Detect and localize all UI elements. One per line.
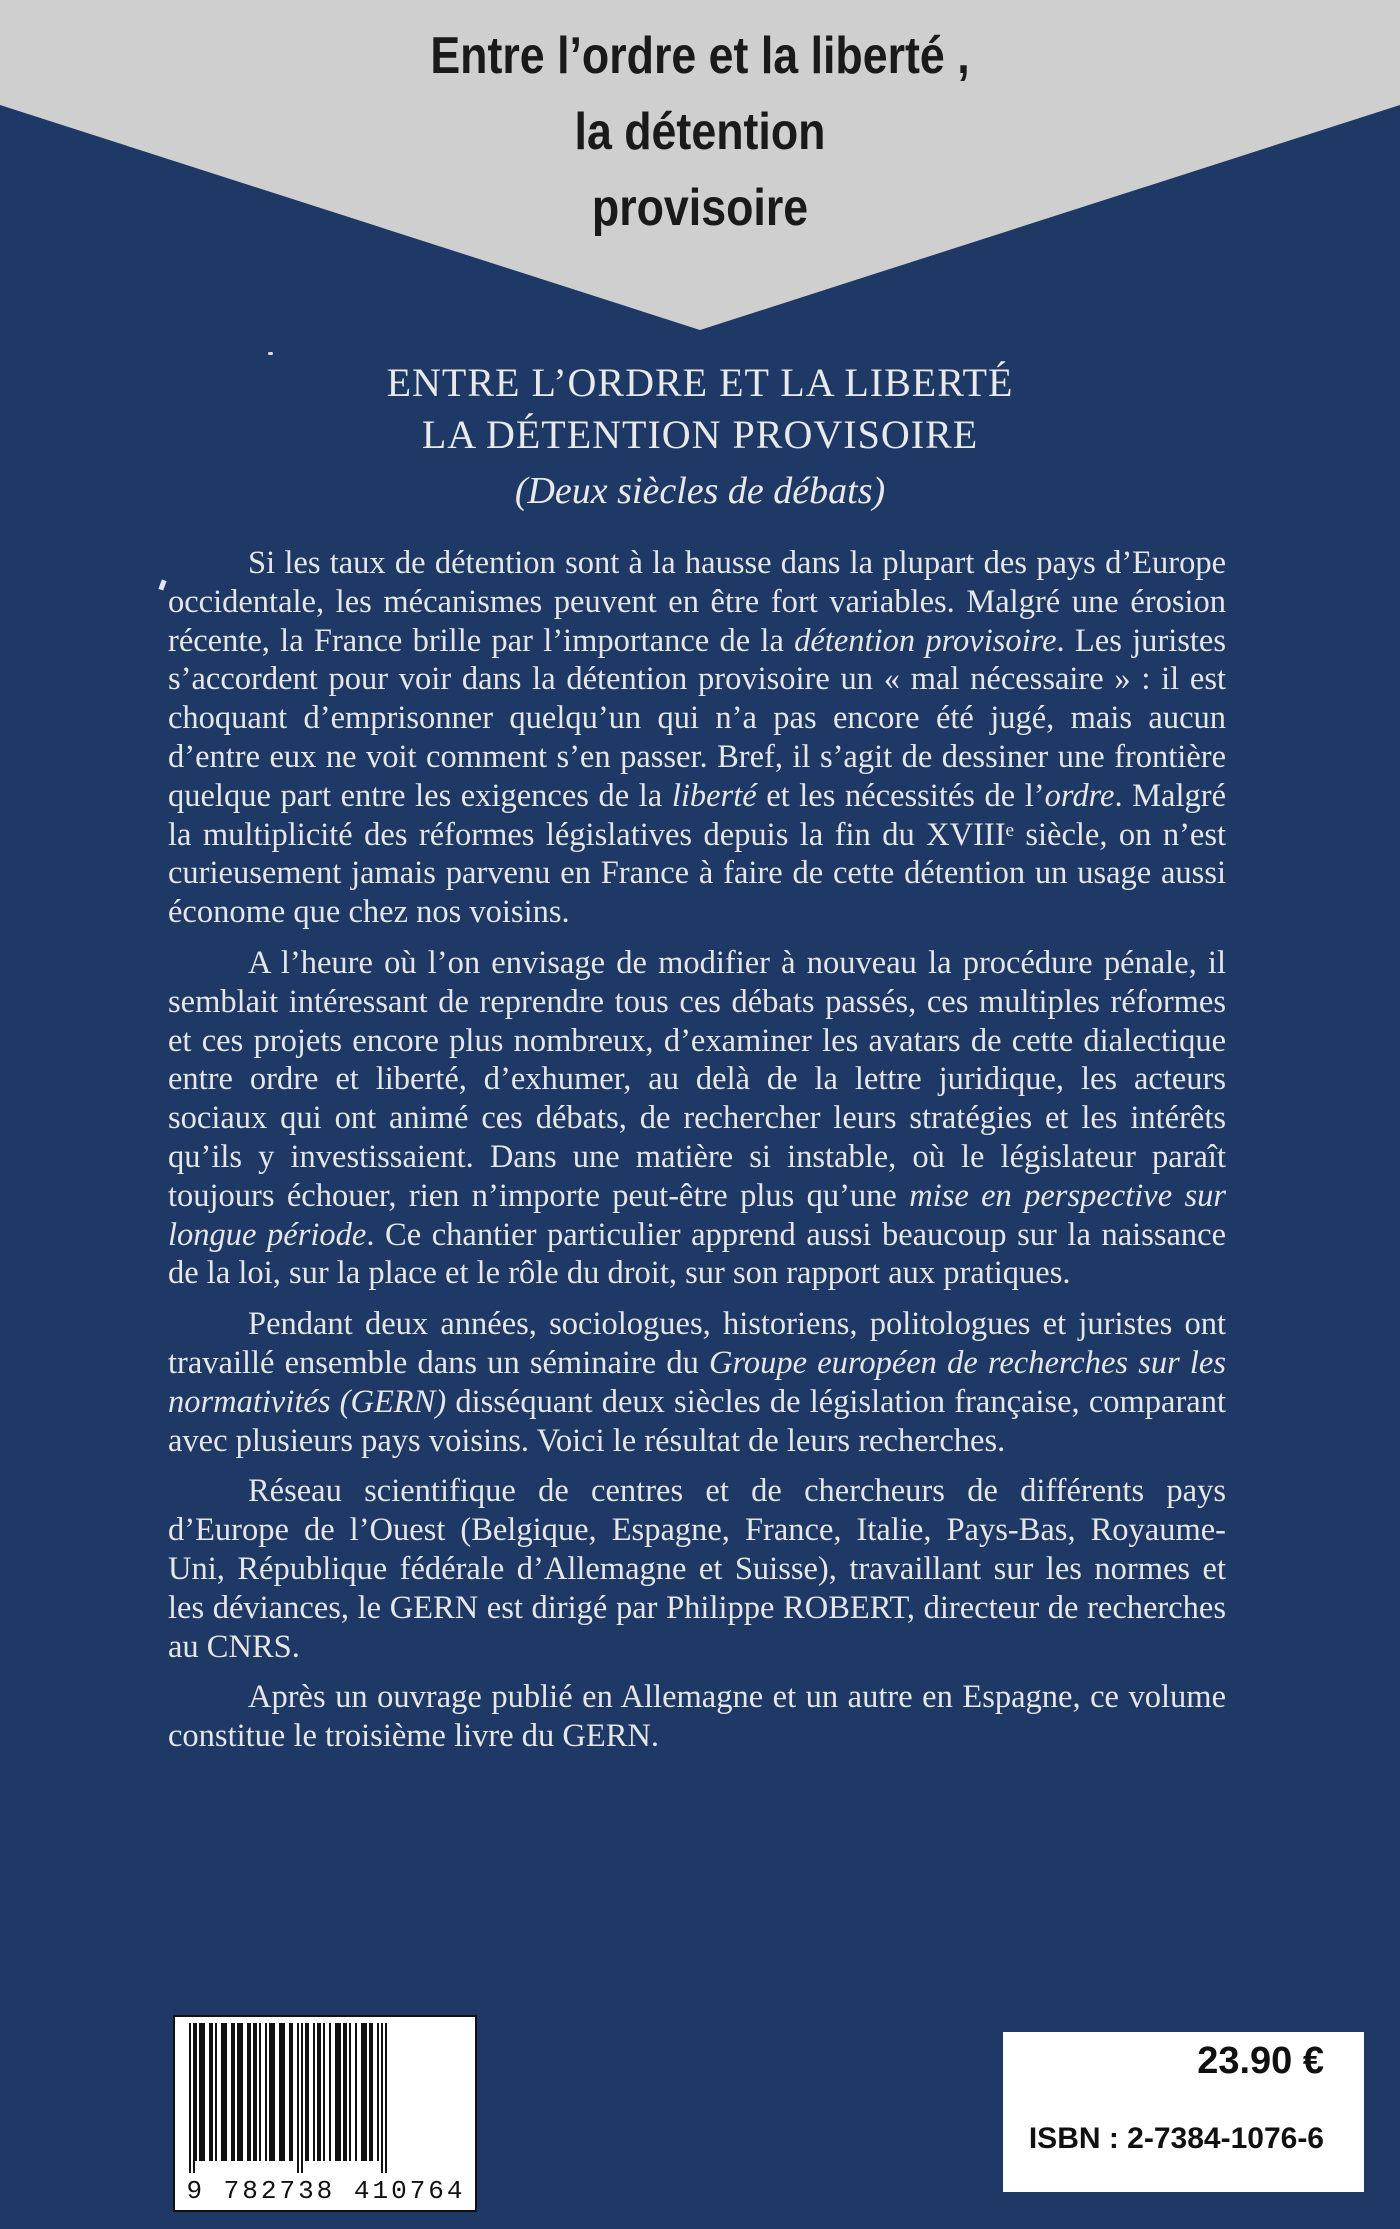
barcode-bar (335, 2023, 341, 2161)
blurb-paragraph (168, 944, 1226, 1293)
barcode-bar (329, 2023, 331, 2161)
text-run: disséquant deux siècles de législation française, comparant avec plusieurs pays voisins. Voici le résultat de leurs recherches. (168, 1383, 1226, 1459)
italic-run: mise en perspective sur longue période (168, 1177, 1227, 1253)
italic-run: détention provisoire (794, 622, 1057, 659)
italic-run: Groupe européen de recherches sur les normativités (GERN) (168, 1344, 1226, 1420)
barcode-bar (301, 2023, 303, 2173)
cover-title-line: la détention (574, 103, 826, 161)
headline (0, 357, 1400, 519)
blurb-paragraph (168, 1678, 1226, 1756)
barcode-bar (189, 2023, 191, 2173)
barcode-bar (215, 2023, 217, 2161)
cover-title-line: Entre l’ordre et la liberté , (430, 27, 970, 85)
price-panel (1003, 2032, 1364, 2192)
italic-run: ordre (1044, 777, 1115, 814)
cover-title (98, 18, 1302, 246)
barcode-bar (381, 2023, 383, 2173)
print-mark (158, 579, 166, 590)
barcode-bar (221, 2023, 227, 2161)
barcode-bar (231, 2023, 235, 2161)
text-run: Si les taux de détention sont à la hausse dans la plupart des pays d’Europe occidentale, les mécanismes peuvent en être fort variables. Malgré une érosion récente, la France brille par l’importance de la (168, 545, 1226, 659)
text-run: . Malgré la multiplicité des réformes législatives depuis la fin du XVIIIᵉ siècle, on n’est curieusement jamais parvenu en France à faire de cette détention un usage aussi économe que chez nos voisins. (168, 777, 1226, 931)
barcode-bar (279, 2023, 285, 2161)
isbn: ISBN : 2-7384-1076-6 (1028, 2122, 1324, 2155)
barcode-bar (253, 2023, 257, 2161)
headline-line-1: ENTRE L’ORDRE ET LA LIBERTÉ (386, 360, 1014, 405)
barcode-bar (237, 2023, 243, 2161)
text-run: Pendant deux années, sociologues, historiens, politologues et juristes ont travaillé ensemble dans un séminaire du (168, 1306, 1226, 1381)
barcode-bar (199, 2023, 205, 2161)
barcode-bar (297, 2023, 299, 2173)
barcode-bar (193, 2023, 195, 2173)
blurb-paragraph (168, 1305, 1226, 1460)
blurb (168, 544, 1226, 1768)
barcode (173, 2015, 477, 2212)
barcode-bar (195, 2023, 197, 2161)
barcode-bar (369, 2023, 373, 2161)
barcode-bars (183, 2023, 469, 2173)
price: 23.90 € (1197, 2040, 1324, 2082)
barcode-bar (209, 2023, 213, 2161)
print-speck (268, 352, 273, 355)
barcode-bar (349, 2023, 351, 2161)
barcode-bar (305, 2023, 309, 2161)
cover-title-line: provisoire (591, 179, 809, 237)
headline-subtitle: (Deux siècles de débats) (514, 470, 886, 512)
italic-run: liberté (671, 777, 757, 814)
blurb-paragraph (168, 1472, 1226, 1666)
barcode-digits: 9 782738 410764 (186, 2176, 466, 2206)
barcode-bar (317, 2023, 321, 2161)
text-run: A l’heure où l’on envisage de modifier à nouveau la procédure pénale, il semblait intéressant de reprendre tous ces débats passés, ces multiples réformes et ces projets encore plus nombreux, d’examiner les avatars de cette dialectique entre ordre et liberté, d’exhumer, au delà de la lettre juridique, les acteurs sociaux qui ont animé ces débats, de rechercher leurs stratégies et les intérêts qu’ils y investissaient. Dans une matière si instable, où le législateur paraît toujours échouer, rien n’importe peut-être plus qu’une (168, 944, 1226, 1214)
barcode-bar (343, 2023, 347, 2161)
barcode-bar (289, 2023, 293, 2161)
text-run: . Ce chantier particulier apprend aussi beaucoup sur la naissance de la loi, sur la place et le rôle du droit, sur son rapport aux pratiques. (168, 1216, 1226, 1292)
blurb-paragraph (168, 544, 1226, 932)
barcode-bar (313, 2023, 315, 2161)
text-run: . Les juristes s’accordent pour voir dans la détention provisoire un « mal nécessaire » : il est choquant d’emprisonner quelqu’un qui n’a pas encore été jugé, mais aucun d’entre eux ne voit comment s’en passer. Bref, il s’agit de dessiner une frontière quelque part entre les exigences de la (168, 622, 1226, 814)
barcode-bar (265, 2023, 267, 2161)
headline-line-2: LA DÉTENTION PROVISOIRE (421, 412, 979, 457)
text-run: Après un ouvrage publié en Allemagne et un autre en Espagne, ce volume constitue le troisième livre du GERN. (168, 1679, 1226, 1755)
barcode-bar (247, 2023, 251, 2161)
barcode-bar (269, 2023, 275, 2161)
barcode-bar (323, 2023, 325, 2161)
barcode-bar (355, 2023, 357, 2161)
barcode-bar (259, 2023, 261, 2161)
text-run: Réseau scientifique de centres et de chercheurs de différents pays d’Europe de l’Ouest (Belgique, Espagne, France, Italie, Pays-Bas, Royaume-Uni, République fédérale d’Allemagne et Suisse), travaillant sur les normes et les déviances, le GERN est dirigé par Philippe ROBERT, directeur de recherches au CNRS. (168, 1473, 1226, 1665)
barcode-bar (385, 2023, 387, 2173)
barcode-bar (377, 2023, 379, 2161)
barcode-bar (361, 2023, 367, 2161)
text-run: et les nécessités de l’ (756, 777, 1045, 814)
